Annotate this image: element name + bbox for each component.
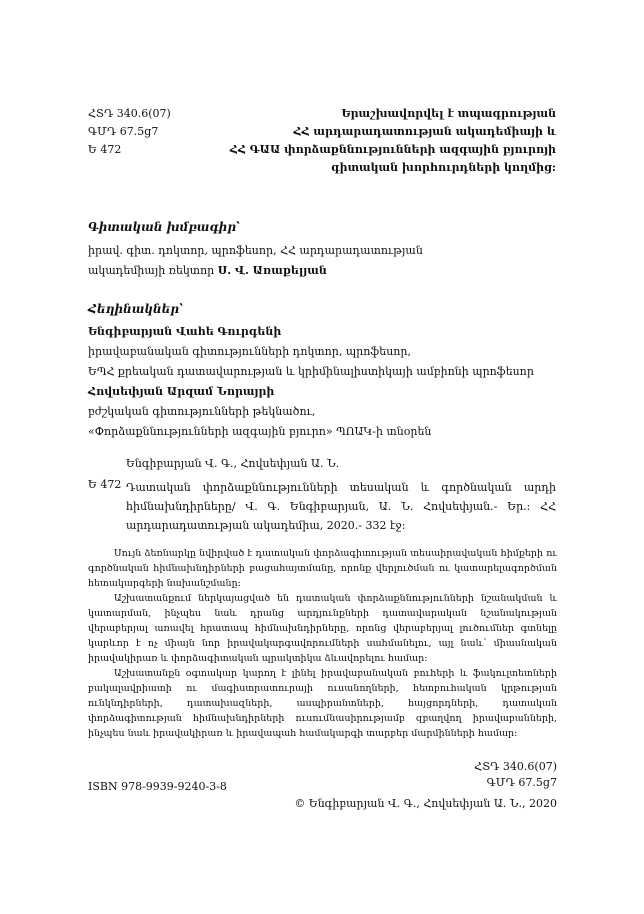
authors-heading: Հեղինակներ՝: [88, 302, 183, 316]
author-2-degree: բժշկական գիտությունների թեկնածու,: [88, 405, 316, 418]
editor-heading: Գիտական խմբագիր՝: [88, 220, 240, 234]
editor-info: [88, 241, 423, 281]
approval-line: գիտական խորհուրդների կողմից:: [331, 161, 556, 174]
abstract-paragraph: Աշխատանքում ներկայացված են դատական փորձաքննությունների նշանակման և կատարման, ինչպես նաև դրանց արդյունքների դատավարական նշանակության վերաբերյալ առավել հրատապ հիմնախնդիրները, որոնց վերաբերյալ լուծումներ գտնելը կարևոր է ոչ միայն նոր իրավակարգավորումների սահմանելու, այլ նաև՝ միասնական իրավակիրառ և փորձագիտական պրակտիկա ձևավորելու համար:: [88, 593, 557, 664]
editor-position-text: ակադեմիայի ռեկտոր: [88, 264, 218, 277]
copyright: © Ենգիբարյան Վ. Գ., Հովսեփյան Ա. Ն., 2020: [294, 797, 557, 810]
approval-line: ՀՀ արդարադատության ակադեմիայի և: [293, 125, 556, 138]
author-1-degree: իրավաբանական գիտությունների դոկտոր, պրոֆեսոր,: [88, 345, 411, 358]
lbc-code: ԳՄԴ 67.5ց7: [486, 776, 557, 789]
bottom-classification: [474, 759, 557, 791]
author-2-name: Հովսեփյան Արզամ Նորայրի: [88, 385, 275, 398]
editor-position: [88, 261, 423, 281]
editor-name: Ս. Վ. Առաքելյան: [217, 264, 327, 277]
citation-code: Ե 472: [88, 478, 122, 491]
author-2-position: «Փորձաքննությունների ազգային բյուրո» ՊՈԱԿ-ի տնօրեն: [88, 425, 432, 438]
isbn: ISBN 978-9939-9240-3-8: [88, 780, 227, 793]
approval-line: Երաշխավորվել է տպագրության: [341, 107, 556, 120]
udc-code: ՀՏԴ 340.6(07): [474, 760, 557, 773]
abstract: [88, 546, 557, 741]
approval-notice: [226, 105, 556, 177]
lbc-code: ԳՄԴ 67.5ց7: [88, 125, 159, 138]
authors-list: [88, 322, 534, 442]
citation-authors: Ենգիբարյան Վ. Գ., Հովսեփյան Ա. Ն.: [126, 457, 340, 470]
approval-line: ՀՀ ԳԱԱ փորձաքննությունների ազգային բյուրոյի: [229, 143, 556, 156]
udc-code: ՀՏԴ 340.6(07): [88, 107, 171, 120]
abstract-paragraph: Սույն ձեռնարկը նվիրված է դատական փորձագիտության տեսաիրավական հիմքերի ու գործնական հիմնախնդիրների բացահայտմանը, որոնք վերլուծման ու կատարելագործման հետակարգերի նախանշմանը:: [88, 548, 557, 589]
author-1-name: Ենգիբարյան Վահե Գուրգենի: [88, 325, 282, 338]
author-code: Ե 472: [88, 143, 122, 156]
author-1-position: ԵՊՀ քրեական դատավարության և կրիմինալիստիկայի ամբիոնի պրոֆեսոր: [88, 365, 534, 378]
editor-title: իրավ. գիտ. դոկտոր, պրոֆեսոր, ՀՀ արդարադատության: [88, 244, 423, 257]
classification-codes: [88, 105, 171, 159]
citation-text: Դատական փորձաքննությունների տեսական և գործնական արդի հիմնախնդիրները/ Վ. Գ. Ենգիբարյան, Ա. Ն. Հովսեփյան.- Եր.: ՀՀ արդարադատության ակադեմիա, 2020.- 332 էջ:: [126, 481, 556, 532]
abstract-paragraph: Աշխատանքն օգտակար կարող է լինել իրավաբանական բուհերի և ֆակուլտետների բակալավրիատի ու մագիստրատուրայի ուսանողների, հետբուհական կրթության ունկնդիրների, դատախազների, ասպիրանտների, հայցորդների, դատական փորձագիտության հիմնախնդիրների ուսումնասիրությամբ զբաղվող իրավաբանների, ինչպես նաև իրավակիրառ և իրավապահ համակարգի տարբեր մարմինների համար:: [88, 668, 557, 739]
